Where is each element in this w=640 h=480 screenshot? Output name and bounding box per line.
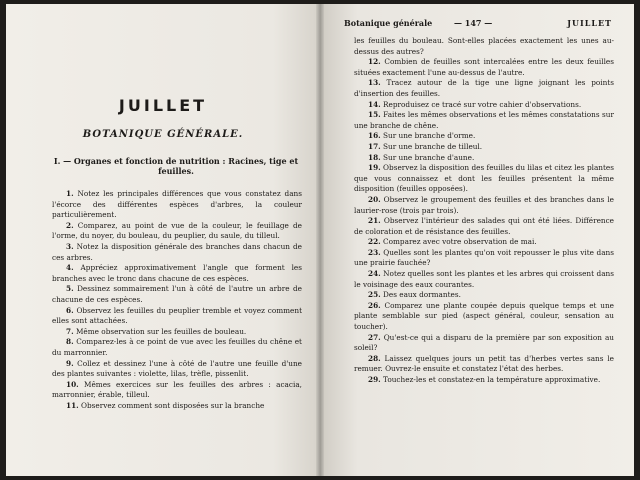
list-item: 3. Notez la disposition générale des branches dans chacun de ces arbres.	[52, 241, 302, 262]
list-item: 27. Qu'est-ce qui a disparu de la première par son exposition au soleil?	[354, 332, 614, 353]
running-head-month: JUILLET	[567, 18, 612, 28]
list-item: 14. Reproduisez ce tracé sur votre cahier d'observations.	[368, 99, 582, 109]
list-item: 7. Même observation sur les feuilles de bouleau.	[66, 326, 247, 336]
running-head	[344, 18, 612, 30]
observation-list-left	[52, 189, 302, 411]
list-item: 1. Notez les principales différences que vous constatez dans l'écorce des différentes espèces d'arbres, la couleur particulièrement.	[52, 189, 302, 220]
list-item: 6. Observez les feuilles du peuplier tremble et voyez comment elles sont attachées.	[52, 305, 302, 326]
list-item: 21. Observez l'intérieur des salades qui ont été liées. Différence de coloration et de résistance des feuilles.	[354, 216, 614, 236]
observation-list-right	[354, 36, 614, 386]
list-item: 10. Mêmes exercices sur les feuilles des arbres : acacia, marronnier, érable, tilleul.	[52, 379, 302, 400]
list-item: 16. Sur une branche d'orme.	[368, 131, 476, 141]
list-item: 2. Comparez, au point de vue de la couleur, le feuillage de l'orme, du noyer, du bouleau, du peuplier, du saule, du tilleul.	[52, 220, 302, 241]
list-item: 18. Sur une branche d'aune.	[368, 152, 475, 162]
book-gutter	[316, 4, 324, 476]
list-item: 29. Touchez-les et constatez-en la température approximative.	[368, 375, 601, 384]
list-item: 19. Observez la disposition des feuilles du lilas et citez les plantes que vous connaissez et dont les feuilles présentent la même disposition (feuilles opposées).	[354, 163, 614, 194]
list-item: 24. Notez quelles sont les plantes et les arbres qui croissent dans le voisinage des eaux courantes.	[354, 269, 614, 289]
list-item: 13. Tracez autour de la tige une ligne joignant les points d'insertion des feuilles.	[354, 78, 614, 98]
list-item: 17. Sur une branche de tilleul.	[368, 141, 483, 151]
list-item: 22. Comparez avec votre observation de mai.	[368, 237, 537, 247]
list-item: 26. Comparez une plante coupée depuis quelque temps et une plante semblable sur pied (aspect général, couleur, sensation au toucher).	[354, 300, 614, 332]
list-item: 15. Faites les mêmes observations et les mêmes constatations sur une branche de chêne.	[354, 110, 614, 130]
list-item: 23. Quelles sont les plantes qu'on voit repousser le plus vite dans une prairie fauchée?	[354, 247, 614, 268]
list-item: 11. Observez comment sont disposées sur la branche	[66, 400, 265, 410]
running-head-section: Botanique générale	[344, 18, 433, 28]
section-heading: I. — Organes et fonction de nutrition : Racines, tige et feuilles.	[53, 156, 299, 176]
list-item: 12. Combien de feuilles sont intercalées entre les deux feuilles situées exactement l'une au-dessus de l'autre.	[354, 57, 614, 77]
right-page	[320, 4, 634, 476]
list-item-continuation: les feuilles du bouleau. Sont-elles placées exactement les unes au-dessus des autres?	[354, 36, 614, 56]
list-item: 9. Collez et dessinez l'une à côté de l'autre une feuille d'une des plantes suivantes : violette, lilas, trèfle, pissenlit.	[52, 358, 302, 379]
month-title: JUILLET	[118, 96, 208, 115]
subject-heading: BOTANIQUE GÉNÉRALE.	[82, 129, 244, 140]
list-item: 4. Appréciez approximativement l'angle que forment les branches avec le tronc dans chacune de ces espèces.	[52, 263, 302, 283]
left-page	[6, 4, 320, 476]
list-item: 20. Observez le groupement des feuilles et des branches dans le laurier-rose (trois par trois).	[354, 194, 614, 215]
list-item: 5. Dessinez sommairement l'un à côté de l'autre un arbre de chacune de ces espèces.	[52, 284, 302, 304]
list-item: 25. Des eaux dormantes.	[368, 290, 461, 300]
list-item: 28. Laissez quelques jours un petit tas d'herbes vertes sans le remuer. Ouvrez-le ensuite et constatez l'état des herbes.	[354, 353, 614, 374]
page-number: — 147 —	[454, 18, 493, 28]
list-item: 8. Comparez-les à ce point de vue avec les feuilles du chêne et du marronnier.	[52, 337, 302, 357]
